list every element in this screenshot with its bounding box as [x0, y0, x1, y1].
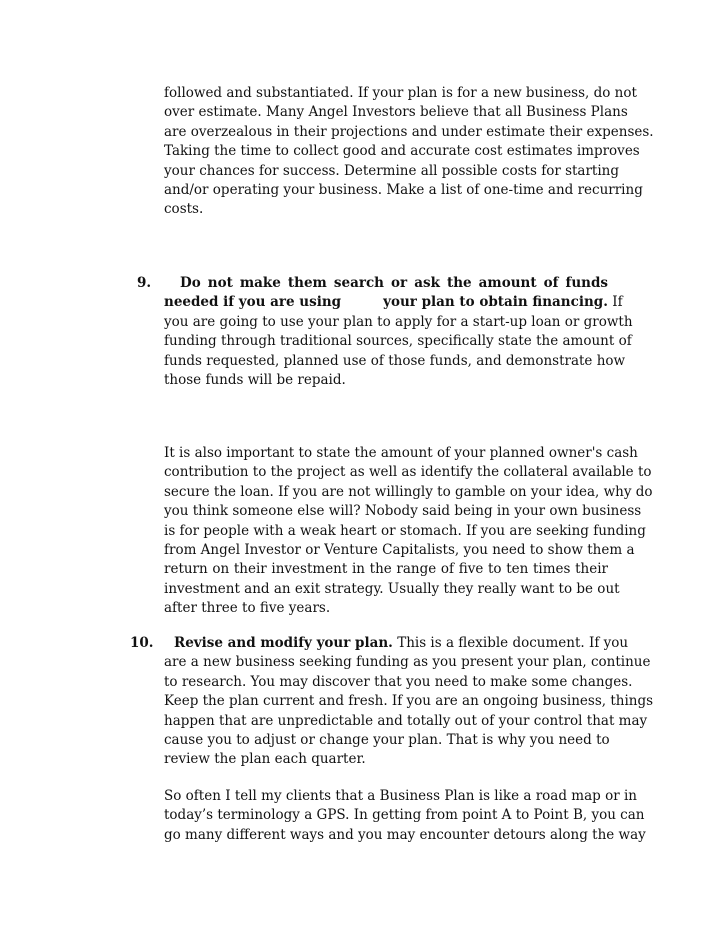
item-10-body — [164, 653, 654, 769]
item-10-number: 10. — [130, 635, 154, 651]
text-line: you are going to use your plan to apply for a start-up loan or growth — [164, 313, 633, 330]
paragraph-cost-estimates — [164, 84, 654, 220]
text-line: you think someone else will? Nobody said being in your own business — [164, 503, 642, 520]
text-line: over estimate. Many Angel Investors believe that all Business Plans — [164, 104, 628, 121]
text-line: from Angel Investor or Venture Capitalists, you need to show them a — [164, 542, 635, 559]
item-10-first-line-tail: This is a flexible document. If you — [397, 635, 629, 651]
text-line: to research. You may discover that you need to make some changes. — [164, 673, 633, 690]
text-line: and/or operating your business. Make a list of one-time and recurring — [164, 182, 643, 199]
item-9-heading-line2 — [164, 293, 623, 312]
text-line: investment and an exit strategy. Usually they really want to be out — [164, 580, 620, 597]
item-10-heading-line — [174, 634, 629, 653]
text-line: go many different ways and you may encounter detours along the way — [164, 826, 646, 843]
text-line: Keep the plan current and fresh. If you are an ongoing business, things — [164, 693, 654, 710]
item-10-first-line — [174, 634, 629, 653]
text-line: review the plan each quarter. — [164, 751, 366, 768]
text-line: So often I tell my clients that a Business Plan is like a road map or in — [164, 788, 637, 804]
text-line: happen that are unpredictable and totally out of your control that may — [164, 712, 648, 729]
item-9-heading-tail: If — [612, 294, 623, 311]
item-9 — [164, 274, 633, 390]
text-line: contribution to the project as well as identify the collateral available to — [164, 464, 652, 481]
text-line: today’s terminology a GPS. In getting from point A to Point B, you can — [164, 807, 645, 824]
text-line: return on their investment in the range of five to ten times their — [164, 561, 608, 578]
item-10-heading: Revise and modify your plan. — [174, 635, 393, 651]
item-9-number: 9. — [137, 275, 152, 291]
item-9-heading-part-b: your plan to obtain financing. — [383, 294, 608, 311]
text-line: funds requested, planned use of those funds, and demonstrate how — [164, 352, 626, 369]
text-line: Taking the time to collect good and accurate cost estimates improves — [164, 143, 640, 160]
text-line: are overzealous in their projections and under estimate their expenses. — [164, 123, 654, 140]
text-line: cause you to adjust or change your plan. That is why you need to — [164, 732, 610, 749]
text-line: those funds will be repaid. — [164, 372, 346, 389]
item-9-heading-line1: Do not make them search or ask the amount of funds — [180, 275, 608, 291]
text-line: is for people with a weak heart or stomach. If you are seeking funding — [164, 522, 646, 539]
paragraph-owner-contribution — [164, 444, 653, 619]
text-line: your chances for success. Determine all possible costs for starting — [164, 162, 619, 179]
text-line: followed and substantiated. If your plan is for a new business, do not — [164, 85, 637, 101]
text-line: after three to five years. — [164, 600, 331, 617]
text-line: It is also important to state the amount of your planned owner's cash — [164, 445, 638, 461]
text-line: are a new business seeking funding as you present your plan, continue — [164, 654, 651, 671]
text-line: funding through traditional sources, specifically state the amount of — [164, 333, 632, 350]
text-line: costs. — [164, 201, 204, 218]
item-9-heading-part-a: needed if you are using — [164, 294, 342, 311]
paragraph-road-map — [164, 787, 646, 845]
text-line: secure the loan. If you are not willingly to gamble on your idea, why do — [164, 483, 653, 500]
